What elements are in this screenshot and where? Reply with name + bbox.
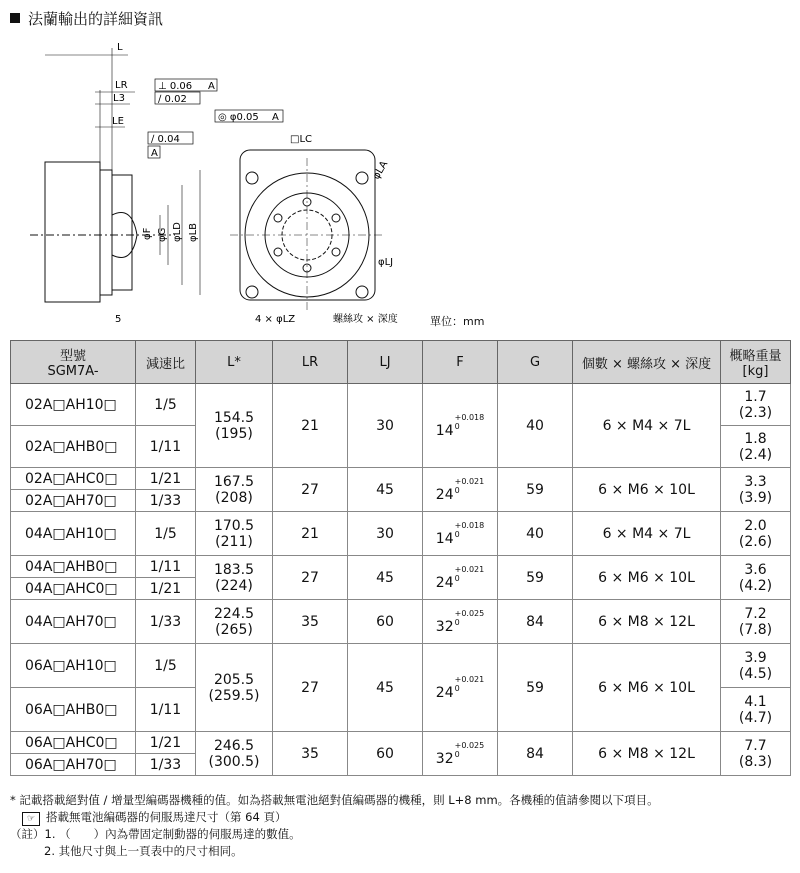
cell-F: 24+0.021 0	[423, 468, 498, 512]
dim-LC: □LC	[290, 134, 313, 145]
cell-L: 167.5 (208)	[196, 468, 273, 512]
table-row	[11, 512, 791, 556]
dimension-drawing	[0, 30, 500, 330]
svg-text:A: A	[272, 112, 279, 123]
svg-text:φLD: φLD	[172, 222, 183, 242]
dim-LE: LE	[112, 116, 124, 127]
spec-table	[10, 340, 791, 776]
cell-LJ: 60	[348, 732, 423, 776]
notes	[10, 792, 659, 860]
cell-L: 170.5 (211)	[196, 512, 273, 556]
svg-text:φG: φG	[157, 227, 168, 242]
svg-text:φF: φF	[142, 227, 153, 240]
cell-L: 246.5 (300.5)	[196, 732, 273, 776]
cell-ratio: 1/21	[136, 578, 196, 600]
cell-model: 04A□AHB0□	[11, 556, 136, 578]
cell-LJ: 60	[348, 600, 423, 644]
cell-model: 02A□AH70□	[11, 490, 136, 512]
cell-ratio: 1/33	[136, 600, 196, 644]
cell-G: 84	[498, 600, 573, 644]
section-title	[10, 8, 163, 29]
dim-L3: L3	[113, 93, 125, 104]
cell-G: 59	[498, 556, 573, 600]
cell-model: 02A□AHC0□	[11, 468, 136, 490]
cell-tap: 6 × M6 × 10L	[573, 644, 721, 732]
cell-model: 06A□AH10□	[11, 644, 136, 688]
header-ratio: 減速比	[136, 341, 196, 384]
motor-body	[45, 162, 100, 302]
header-LJ: LJ	[348, 341, 423, 384]
svg-text:φLB: φLB	[188, 222, 199, 242]
svg-text:φLJ: φLJ	[378, 257, 394, 268]
cell-F: 24+0.021 0	[423, 644, 498, 732]
cell-L: 183.5 (224)	[196, 556, 273, 600]
cell-LR: 27	[273, 468, 348, 512]
cell-weight: 1.8 (2.4)	[721, 426, 791, 468]
cell-weight: 1.7 (2.3)	[721, 384, 791, 426]
dim-LZ: 4 × φLZ	[255, 314, 296, 325]
cell-LJ: 45	[348, 556, 423, 600]
cell-ratio: 1/11	[136, 688, 196, 732]
cell-weight: 2.0 (2.6)	[721, 512, 791, 556]
svg-text:∕ 0.02: ∕ 0.02	[158, 94, 187, 105]
cell-weight: 7.2 (7.8)	[721, 600, 791, 644]
cell-LR: 27	[273, 556, 348, 600]
cell-model: 02A□AH10□	[11, 384, 136, 426]
cell-F: 14+0.018 0	[423, 512, 498, 556]
table-row	[11, 468, 791, 490]
cell-G: 40	[498, 384, 573, 468]
cell-ratio: 1/11	[136, 426, 196, 468]
bullet-square-icon	[10, 13, 20, 23]
cell-model: 04A□AH70□	[11, 600, 136, 644]
cell-LR: 35	[273, 732, 348, 776]
cell-G: 59	[498, 644, 573, 732]
dim-L: L	[117, 42, 123, 53]
note-1: （註）1. （ ）內為帶固定制動器的伺服馬達的數值。	[10, 827, 301, 841]
cell-model: 04A□AHC0□	[11, 578, 136, 600]
cell-L: 154.5 (195)	[196, 384, 273, 468]
cell-ratio: 1/21	[136, 732, 196, 754]
svg-text:A: A	[208, 81, 215, 92]
cell-LR: 21	[273, 512, 348, 556]
front-flange	[240, 150, 375, 300]
dim-LR: LR	[115, 80, 128, 91]
header-model: 型號 SGM7A-	[11, 341, 136, 384]
svg-text:φLA: φLA	[371, 159, 391, 182]
cell-F: 24+0.021 0	[423, 556, 498, 600]
cell-tap: 6 × M6 × 10L	[573, 468, 721, 512]
flange-body	[112, 175, 132, 290]
cell-weight: 7.7 (8.3)	[721, 732, 791, 776]
cell-G: 84	[498, 732, 573, 776]
cell-LJ: 45	[348, 644, 423, 732]
note-star: * 記載搭載絕對值 / 增量型編碼器機種的值。如為搭載無電池絕對值編碼器的機種，則 L+8 mm。各機種的值請參閱以下項目。	[10, 793, 659, 807]
svg-text:◎ φ0.05: ◎ φ0.05	[218, 112, 259, 123]
table-row	[11, 384, 791, 426]
cell-ratio: 1/33	[136, 490, 196, 512]
header-G: G	[498, 341, 573, 384]
cell-L: 205.5 (259.5)	[196, 644, 273, 732]
header-L: L*	[196, 341, 273, 384]
cell-LJ: 30	[348, 384, 423, 468]
cell-LJ: 45	[348, 468, 423, 512]
dim-tap: 螺絲攻 × 深度	[333, 314, 398, 325]
cell-LR: 21	[273, 384, 348, 468]
svg-text:5: 5	[115, 314, 122, 325]
cell-G: 40	[498, 512, 573, 556]
cell-F: 32+0.025 0	[423, 600, 498, 644]
header-tap: 個數 × 螺絲攻 × 深度	[573, 341, 721, 384]
note-reference-link[interactable]: 搭載無電池編碼器的伺服馬達尺寸（第 64 頁）	[46, 810, 287, 824]
flange-plate	[100, 170, 112, 295]
cell-tap: 6 × M8 × 12L	[573, 600, 721, 644]
cell-LJ: 30	[348, 512, 423, 556]
cell-model: 04A□AH10□	[11, 512, 136, 556]
cell-ratio: 1/21	[136, 468, 196, 490]
svg-text:∕ 0.04: ∕ 0.04	[151, 134, 180, 145]
cell-ratio: 1/33	[136, 754, 196, 776]
header-weight: 概略重量 [kg]	[721, 341, 791, 384]
cell-tap: 6 × M4 × 7L	[573, 384, 721, 468]
cell-model: 02A□AHB0□	[11, 426, 136, 468]
unit-label: 單位：mm	[430, 315, 485, 328]
table-row	[11, 732, 791, 754]
header-F: F	[423, 341, 498, 384]
reference-hand-icon: ☞	[22, 812, 40, 826]
table-row	[11, 644, 791, 688]
cell-weight: 3.3 (3.9)	[721, 468, 791, 512]
cell-model: 06A□AHC0□	[11, 732, 136, 754]
cell-ratio: 1/11	[136, 556, 196, 578]
cell-ratio: 1/5	[136, 512, 196, 556]
cell-tap: 6 × M4 × 7L	[573, 512, 721, 556]
note-2: 2. 其他尺寸與上一頁表中的尺寸相同。	[44, 844, 243, 858]
cell-G: 59	[498, 468, 573, 512]
table-row	[11, 556, 791, 578]
svg-text:⊥ 0.06: ⊥ 0.06	[158, 81, 193, 92]
cell-model: 06A□AHB0□	[11, 688, 136, 732]
cell-model: 06A□AH70□	[11, 754, 136, 776]
cell-ratio: 1/5	[136, 644, 196, 688]
cell-L: 224.5 (265)	[196, 600, 273, 644]
cell-weight: 3.9 (4.5)	[721, 644, 791, 688]
cell-weight: 4.1 (4.7)	[721, 688, 791, 732]
svg-text:A: A	[151, 148, 158, 159]
cell-LR: 27	[273, 644, 348, 732]
cell-tap: 6 × M6 × 10L	[573, 556, 721, 600]
cell-F: 14+0.018 0	[423, 384, 498, 468]
table-row	[11, 600, 791, 644]
section-title-text: 法蘭輸出的詳細資訊	[28, 10, 164, 28]
cell-weight: 3.6 (4.2)	[721, 556, 791, 600]
cell-ratio: 1/5	[136, 384, 196, 426]
cell-tap: 6 × M8 × 12L	[573, 732, 721, 776]
cell-F: 32+0.025 0	[423, 732, 498, 776]
header-LR: LR	[273, 341, 348, 384]
cell-LR: 35	[273, 600, 348, 644]
